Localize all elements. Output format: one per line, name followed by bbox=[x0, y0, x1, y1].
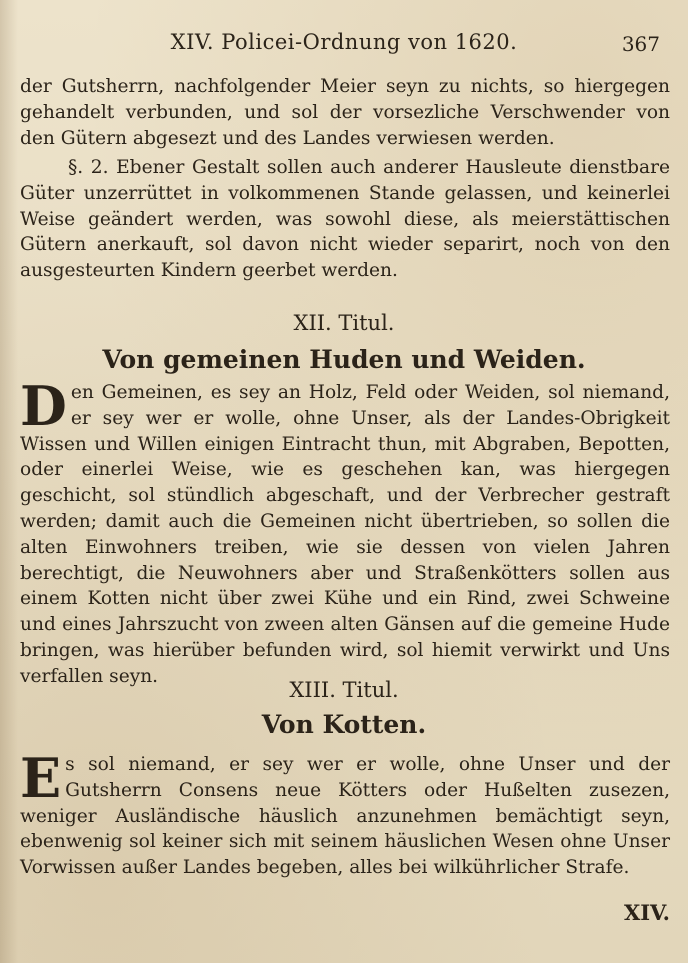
continuation-paragraph: der Gutsherrn, nachfolgender Meier seyn zu nichts, so hiergegen gehandelt verbunden, und sol der vorsezliche Verschwender von den Gütern abgesezt und des Landes verwiesen werden. bbox=[20, 76, 670, 149]
page-number: 367 bbox=[621, 32, 660, 56]
drop-cap: E bbox=[20, 746, 62, 810]
title-heading-13: Von Kotten. bbox=[261, 710, 427, 739]
title-12-text: en Gemeinen, es sey an Holz, Feld oder Weiden, sol niemand, er sey wer er wolle, ohne Unser, als der Landes-Obrigkeit Wissen und Willen einigen Eintracht thun, mit Abgraben, Bepotten, oder einerlei Weise, wie es geschehen kan, was hiergegen geschicht, sol stündlich abgeschaft, und der Verbrecher gestraft werden; damit auch die Gemeinen nicht übertrieben, so sollen die alten Einwohners treiben, wie sie dessen von vielen Jahren berechtigt, die Neuwohners aber und Straßenkötters sollen aus einem Kotten nicht über zwei Kühe und ein Rind, zwei Schweine und eines Jahrszucht von zween alten Gänsen auf die gemeine Hude bringen, was hierüber befunden wird, sol hiemit verwirkt und Uns verfallen seyn. bbox=[20, 382, 670, 687]
title-number-13: XIII. Titul. bbox=[289, 678, 399, 702]
title-13-body bbox=[20, 746, 670, 881]
title-number-12: XII. Titul. bbox=[293, 311, 395, 335]
catchword: XIV. bbox=[623, 900, 670, 925]
title-13-text: s sol niemand, er sey wer er wolle, ohne Unser und der Gutsherrn Consens neue Kötters oder Hußelten zusezen, weniger Ausländische häuslich anzunehmen bemächtigt seyn, ebenwenig sol keiner sich mit seinem häuslichen Wesen ohne Unser Vorwissen außer Landes begeben, alles bei wilkührlicher Strafe. bbox=[20, 754, 670, 879]
page-gutter-shadow bbox=[0, 0, 18, 963]
page-header bbox=[0, 30, 688, 62]
drop-cap: D bbox=[20, 374, 67, 438]
title-12-body bbox=[20, 374, 670, 690]
title-heading-12: Von gemeinen Huden und Weiden. bbox=[102, 345, 586, 374]
running-head: XIV. Policei-Ordnung von 1620. bbox=[170, 30, 518, 54]
section-paragraph-2: §. 2. Ebener Gestalt sollen auch anderer Hausleute dienstbare Güter unzerrüttet in volkommenen Stande gelassen, und keinerlei Weise geändert werden, was sowohl diese, als meierstättischen Gütern anerkauft, sol davon nicht wieder separirt, noch von den ausgesteurten Kindern geerbet werden. bbox=[20, 157, 670, 282]
